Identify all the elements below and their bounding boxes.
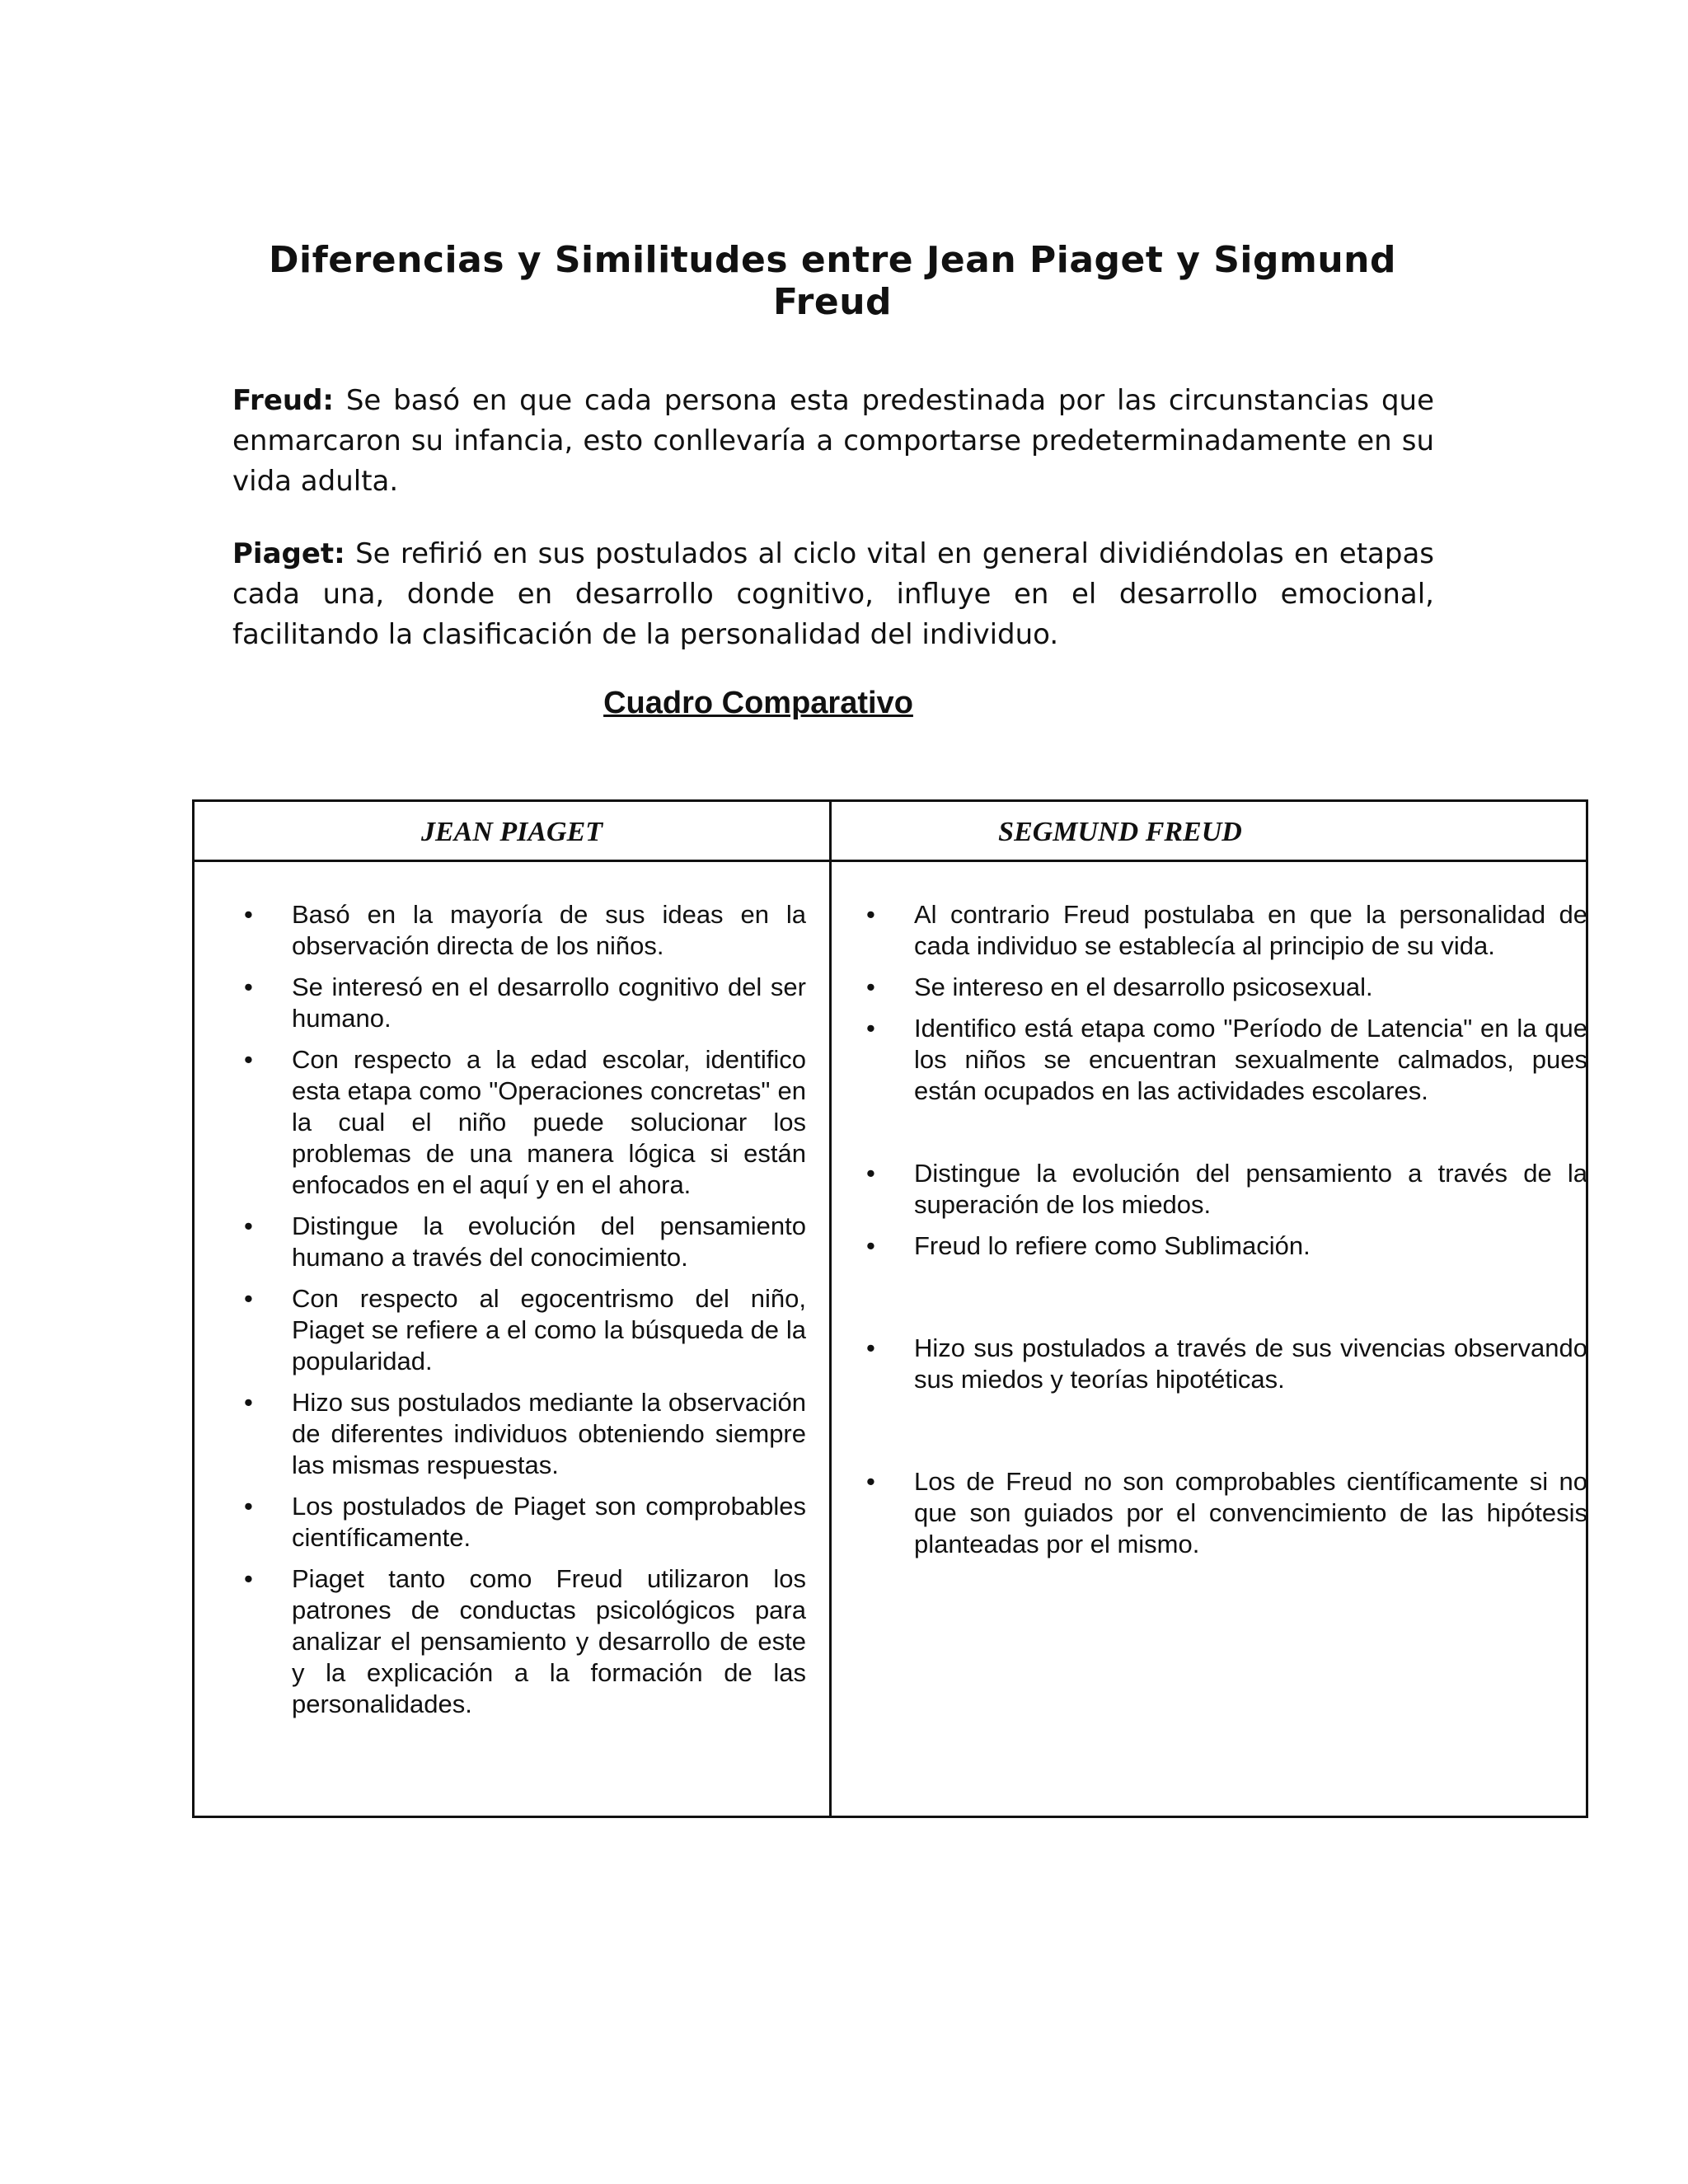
list-item: • Freud lo refiere como Sublimación.	[866, 1231, 1311, 1260]
list-item: • Se interesó en el desarrollo cognitivo del ser humano.	[244, 972, 806, 1033]
header-freud: SEGMUND FREUD	[998, 817, 1242, 847]
bullet-icon: •	[866, 1014, 875, 1043]
bullet-icon: •	[866, 900, 875, 929]
bullet-icon: •	[866, 1467, 875, 1496]
list-item: • Los de Freud no son comprobables científicamente si no que son guiados por el convencimiento de las hipótesis planteadas por el mismo.	[866, 1467, 1587, 1558]
header-divider	[195, 860, 1586, 862]
piaget-label: Piaget:	[232, 537, 345, 570]
list-item: • Hizo sus postulados mediante la observación de diferentes individuos obteniendo siempre las mismas respuestas.	[244, 1388, 806, 1479]
piaget-list	[244, 899, 806, 1720]
list-item: • Se intereso en el desarrollo psicosexual.	[866, 972, 1373, 1001]
column-divider	[829, 802, 832, 1816]
list-item: • Con respecto a la edad escolar, identifico esta etapa como "Operaciones concretas" en la cual el niño puede solucionar los problemas de una manera lógica si están enfocados en el aquí y en el ahora.	[244, 1045, 806, 1199]
bullet-icon: •	[244, 972, 253, 1001]
freud-paragraph	[232, 381, 1434, 502]
list-item: • Los postulados de Piaget son comprobables científicamente.	[244, 1492, 806, 1552]
freud-column	[866, 899, 1587, 1570]
document-title: Diferencias y Similitudes entre Jean Piaget y Sigmund Freud	[269, 239, 1396, 323]
list-item: • Piaget tanto como Freud utilizaron los patrones de conductas psicológicos para analizar el pensamiento y desarrollo de este y la explicación a la formación de las personalidades.	[244, 1564, 806, 1718]
freud-text: Se basó en que cada persona esta predestinada por las circunstancias que enmarcaron su infancia, esto conllevaría a comportarse predeterminadamente en su vida adulta.	[232, 384, 1434, 498]
freud-list	[866, 899, 1587, 1560]
bullet-icon: •	[244, 1564, 253, 1593]
piaget-column	[244, 899, 806, 1730]
list-item: • Basó en la mayoría de sus ideas en la observación directa de los niños.	[244, 900, 806, 960]
list-item: • Distingue la evolución del pensamiento a través de la superación de los miedos.	[866, 1159, 1587, 1219]
freud-label: Freud:	[232, 384, 335, 417]
bullet-icon: •	[244, 1212, 253, 1240]
bullet-icon: •	[244, 1045, 253, 1074]
list-item: • Al contrario Freud postulaba en que la personalidad de cada individuo se establecía al principio de su vida.	[866, 900, 1587, 960]
bullet-icon: •	[244, 1388, 253, 1417]
bullet-icon: •	[244, 1284, 253, 1313]
header-piaget: JEAN PIAGET	[420, 817, 603, 847]
piaget-text: Se refirió en sus postulados al ciclo vital en general dividiéndolas en etapas cada una, donde en desarrollo cognitivo, influye en el desarrollo emocional, facilitando la clasificación de la personalidad del individuo.	[232, 537, 1435, 651]
bullet-icon: •	[866, 972, 875, 1001]
list-item: • Distingue la evolución del pensamiento humano a través del conocimiento.	[244, 1212, 806, 1272]
bullet-icon: •	[866, 1159, 875, 1188]
comparison-table	[192, 799, 1588, 1818]
bullet-icon: •	[244, 1492, 253, 1521]
bullet-icon: •	[866, 1333, 875, 1362]
bullet-icon: •	[244, 900, 253, 929]
list-item: • Identifico está etapa como "Período de Latencia" en la que los niños se encuentran sexualmente calmados, pues están ocupados en las actividades escolares.	[866, 1014, 1587, 1105]
section-subtitle: Cuadro Comparativo	[603, 686, 913, 720]
list-item: • Con respecto al egocentrismo del niño, Piaget se refiere a el como la búsqueda de la popularidad.	[244, 1284, 806, 1376]
list-item: • Hizo sus postulados a través de sus vivencias observando sus miedos y teorías hipotéticas.	[866, 1333, 1587, 1394]
piaget-paragraph	[232, 534, 1434, 655]
bullet-icon: •	[866, 1231, 875, 1260]
